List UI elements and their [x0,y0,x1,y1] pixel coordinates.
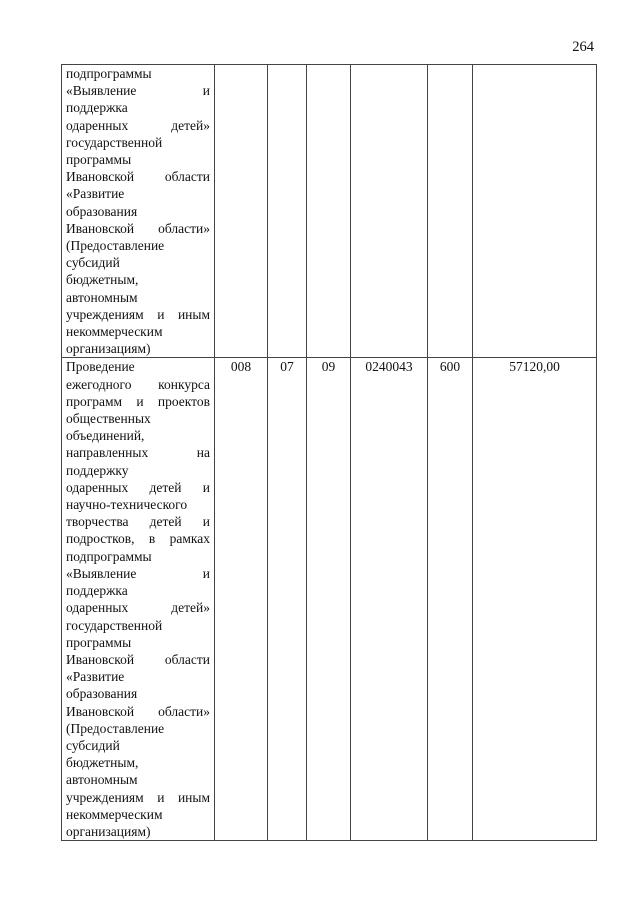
expense-name-cell [62,65,215,358]
ministry-code-cell [215,65,268,358]
expense-name-line: (Предоставление [66,720,165,736]
subsection-code-cell [307,65,351,358]
expense-name-line: одаренных детей» [66,117,210,133]
expense-name-line: субсидий [66,737,120,753]
expense-name-line: (Предоставление [66,238,165,254]
expense-name-line: «Выявление и [66,565,210,581]
expense-name-line: образования [66,686,138,702]
section-code-cell: 07 [268,358,307,841]
expense-name-cell [62,358,215,841]
expense-name-line: программ и проектов [66,393,210,409]
expense-name-line: подростков, в рамках [66,531,210,547]
expense-name-line: Ивановской области [66,651,210,667]
expense-name-line: научно-технического [66,497,188,513]
expense-name-line: подпрограммы [66,548,152,564]
expense-name-line: поддержка [66,583,128,599]
expense-name-line: субсидий [66,255,120,271]
expense-name-line: общественных [66,411,151,427]
expense-name-line: одаренных детей» [66,600,210,616]
expense-name-line: творчества детей и [66,514,210,530]
page-number: 264 [572,39,594,55]
expense-name-line: организациям) [66,823,151,839]
expense-name-line: образования [66,203,138,219]
expense-name-line: Проведение [66,359,135,375]
expense-name-line: бюджетным, [66,755,139,771]
section-code-cell [268,65,307,358]
expense-name-line: Ивановской области» [66,220,210,236]
expense-name-line: бюджетным, [66,272,139,288]
expense-name-line: «Выявление и [66,83,210,99]
expense-name-line: учреждениям и иным [66,306,210,322]
expense-name-line: программы [66,634,132,650]
expense-name-line: государственной [66,617,163,633]
expense-name-line: Ивановской области [66,169,210,185]
subsection-code-cell: 09 [307,358,351,841]
expense-name-line: автономным [66,772,138,788]
expense-name-line: некоммерческим [66,324,163,340]
target-item-cell: 0240043 [351,358,428,841]
expense-name-line: организациям) [66,341,151,357]
table-row [62,65,597,358]
expense-name-line: направленных на [66,445,210,461]
expense-name-line: объединений, [66,428,145,444]
table-row [62,358,597,841]
expense-name-line: одаренных детей и [66,479,210,495]
expense-name-line: «Развитие [66,186,125,202]
amount-cell: 57120,00 [473,358,597,841]
expense-name-line: «Развитие [66,669,125,685]
expense-name-line: ежегодного конкурса [66,376,210,392]
target-item-cell [351,65,428,358]
expense-name-line: некоммерческим [66,806,163,822]
amount-cell [473,65,597,358]
expense-type-cell: 600 [428,358,473,841]
expense-name-line: Ивановской области» [66,703,210,719]
ministry-code-cell: 008 [215,358,268,841]
expense-name-line: подпрограммы [66,66,152,81]
budget-table [61,64,597,841]
expense-name-line: поддержка [66,100,128,116]
expense-name-line: поддержку [66,462,129,478]
expense-name-line: государственной [66,134,163,150]
expense-name-line: программы [66,152,132,168]
expense-name-line: автономным [66,289,138,305]
expense-type-cell [428,65,473,358]
expense-name-line: учреждениям и иным [66,789,210,805]
